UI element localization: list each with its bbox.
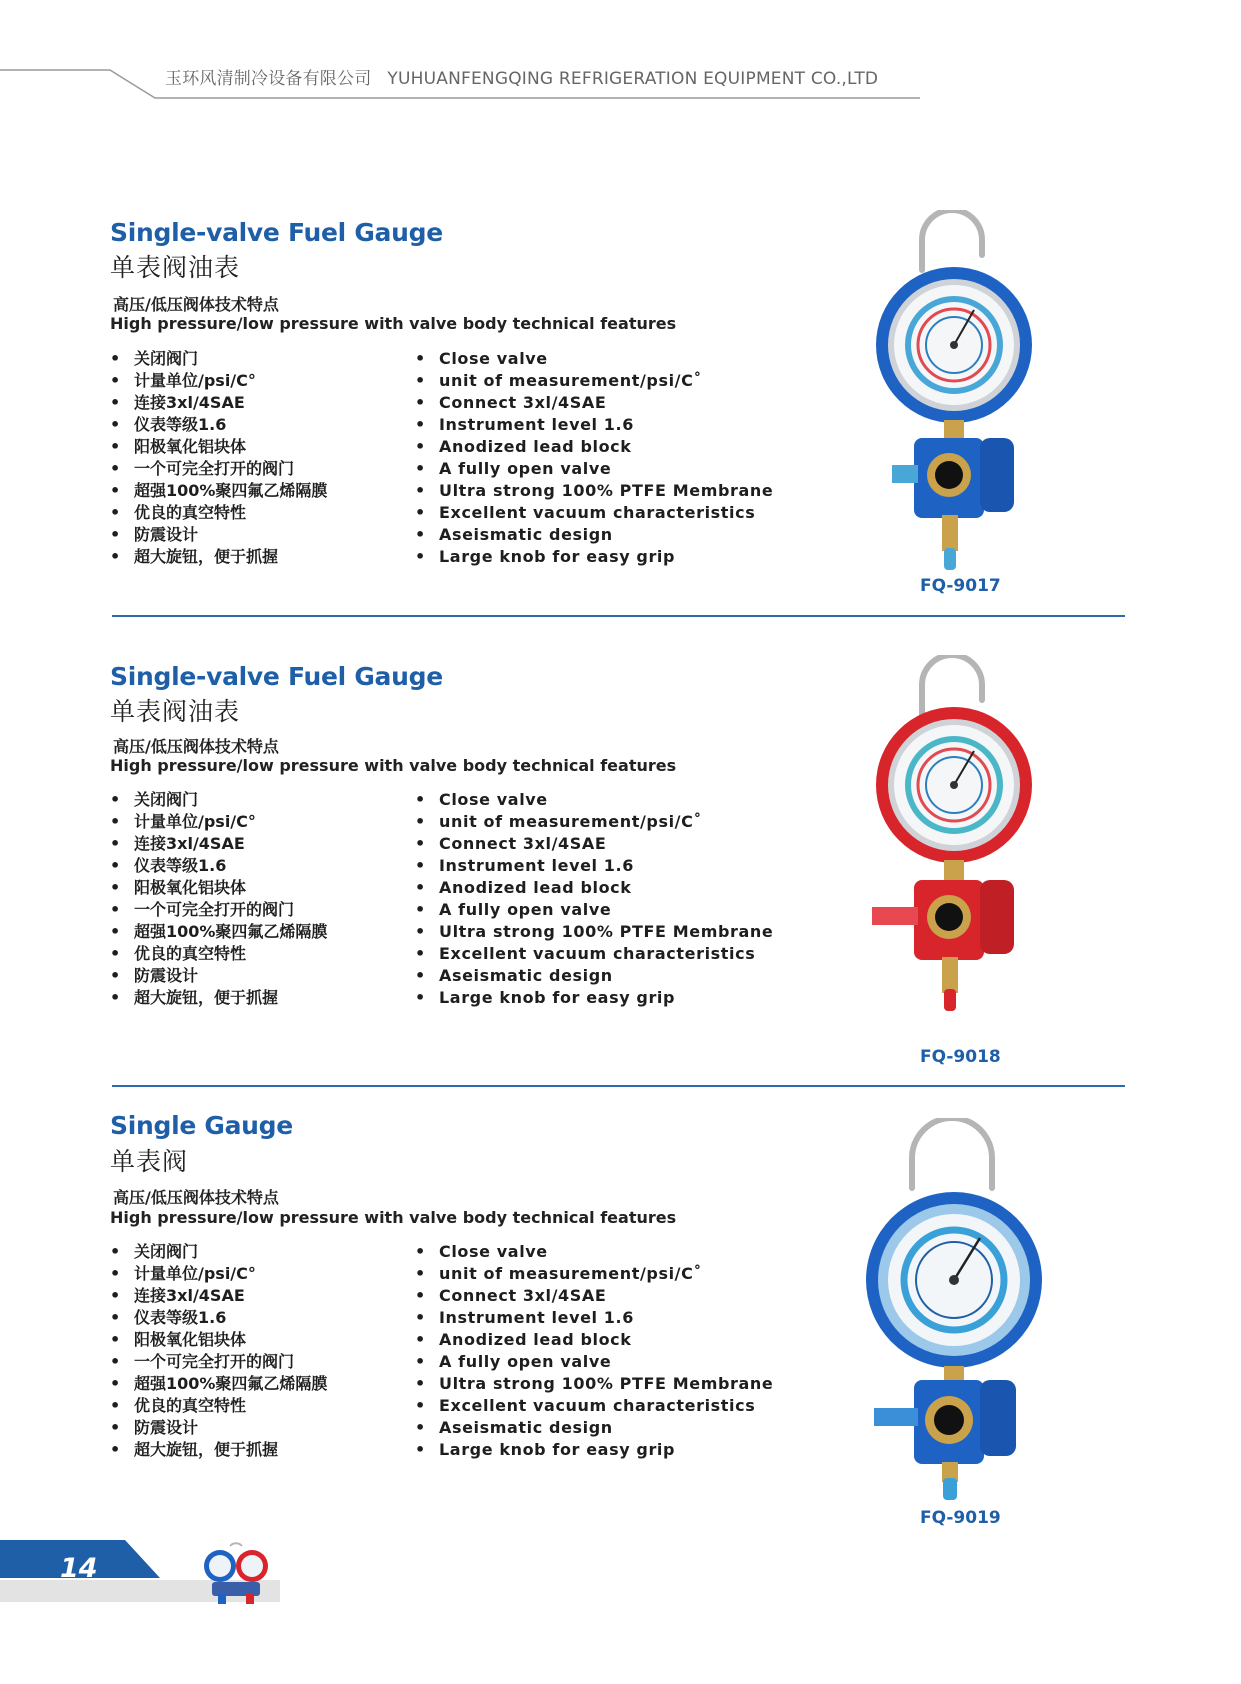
list-item: • Ultra strong 100% PTFE Membrane (415, 921, 773, 943)
model-number: FQ-9017 (920, 576, 1001, 596)
list-item: • Anodized lead block (415, 1329, 773, 1351)
feature-list-en (415, 1241, 773, 1461)
list-item: • Connect 3xl/4SAE (415, 833, 773, 855)
product-title-en: Single Gauge (110, 1111, 293, 1140)
list-item: • unit of measurement/psi/C˚ (415, 811, 773, 833)
model-number: FQ-9019 (920, 1508, 1001, 1528)
list-item: • unit of measurement/psi/C˚ (415, 1263, 773, 1285)
list-item: • 优良的真空特性 (110, 1395, 327, 1417)
list-item: • 仪表等级1.6 (110, 414, 327, 436)
list-item: • 超大旋钮，便于抓握 (110, 546, 327, 568)
list-item: • 连接3xl/4SAE (110, 833, 327, 855)
list-item: • Connect 3xl/4SAE (415, 1285, 773, 1307)
product-title-en: Single-valve Fuel Gauge (110, 218, 443, 247)
list-item: • 仪表等级1.6 (110, 855, 327, 877)
list-item: • Large knob for easy grip (415, 987, 773, 1009)
list-item: • Aseismatic design (415, 524, 773, 546)
list-item: • Large knob for easy grip (415, 546, 773, 568)
list-item: • Aseismatic design (415, 1417, 773, 1439)
list-item: • 计量单位/psi/C° (110, 1263, 327, 1285)
feature-list-cn (110, 789, 327, 1009)
list-item: • Close valve (415, 348, 773, 370)
list-item: • Close valve (415, 789, 773, 811)
manifold-gauge-icon (200, 1536, 272, 1608)
list-item: • A fully open valve (415, 899, 773, 921)
list-item: • 防震设计 (110, 524, 327, 546)
company-name (165, 64, 878, 89)
feature-list-cn (110, 348, 327, 568)
company-name-en: YUHUANFENGQING REFRIGERATION EQUIPMENT CO.,LTD (387, 69, 879, 89)
list-item: • A fully open valve (415, 1351, 773, 1373)
list-item: • A fully open valve (415, 458, 773, 480)
list-item: • Anodized lead block (415, 877, 773, 899)
list-item: • Instrument level 1.6 (415, 414, 773, 436)
model-number: FQ-9018 (920, 1047, 1001, 1067)
list-item: • unit of measurement/psi/C˚ (415, 370, 773, 392)
list-item: • 防震设计 (110, 1417, 327, 1439)
list-item: • Excellent vacuum characteristics (415, 502, 773, 524)
gauge-image-fq9017 (862, 210, 1062, 580)
features-heading-cn: 高压/低压阀体技术特点 (113, 737, 279, 756)
product-title-en: Single-valve Fuel Gauge (110, 662, 443, 691)
list-item: • Instrument level 1.6 (415, 855, 773, 877)
features-heading-cn: 高压/低压阀体技术特点 (113, 1188, 279, 1207)
list-item: • Instrument level 1.6 (415, 1307, 773, 1329)
list-item: • 阳极氧化铝块体 (110, 1329, 327, 1351)
list-item: • Anodized lead block (415, 436, 773, 458)
list-item: • 优良的真空特性 (110, 502, 327, 524)
list-item: • Ultra strong 100% PTFE Membrane (415, 1373, 773, 1395)
features-heading-en: High pressure/low pressure with valve body technical features (110, 756, 677, 775)
list-item: • Close valve (415, 1241, 773, 1263)
list-item: • 关闭阀门 (110, 1241, 327, 1263)
company-name-cn: 玉环风清制冷设备有限公司 (165, 69, 372, 89)
feature-list-en (415, 348, 773, 568)
features-heading-cn: 高压/低压阀体技术特点 (113, 295, 279, 314)
list-item: • 超强100%聚四氟乙烯隔膜 (110, 1373, 327, 1395)
features-heading-en: High pressure/low pressure with valve body technical features (110, 1208, 677, 1227)
features-heading-en: High pressure/low pressure with valve body technical features (110, 314, 677, 333)
list-item: • 超大旋钮，便于抓握 (110, 987, 327, 1009)
list-item: • 防震设计 (110, 965, 327, 987)
list-item: • 关闭阀门 (110, 789, 327, 811)
list-item: • 连接3xl/4SAE (110, 392, 327, 414)
list-item: • Connect 3xl/4SAE (415, 392, 773, 414)
list-item: • 阳极氧化铝块体 (110, 436, 327, 458)
list-item: • 计量单位/psi/C° (110, 811, 327, 833)
list-item: • 仪表等级1.6 (110, 1307, 327, 1329)
list-item: • 一个可完全打开的阀门 (110, 458, 327, 480)
product-title-cn: 单表阀油表 (110, 697, 241, 726)
product-title-cn: 单表阀 (110, 1147, 189, 1176)
list-item: • 超强100%聚四氟乙烯隔膜 (110, 921, 327, 943)
list-item: • 超强100%聚四氟乙烯隔膜 (110, 480, 327, 502)
list-item: • 一个可完全打开的阀门 (110, 899, 327, 921)
page-number: 14 (60, 1553, 98, 1584)
list-item: • 一个可完全打开的阀门 (110, 1351, 327, 1373)
feature-list-en (415, 789, 773, 1009)
feature-list-cn (110, 1241, 327, 1461)
section-divider (112, 1085, 1125, 1087)
list-item: • Large knob for easy grip (415, 1439, 773, 1461)
page-header (0, 0, 1241, 110)
list-item: • 关闭阀门 (110, 348, 327, 370)
list-item: • Excellent vacuum characteristics (415, 943, 773, 965)
list-item: • 优良的真空特性 (110, 943, 327, 965)
list-item: • Aseismatic design (415, 965, 773, 987)
list-item: • Excellent vacuum characteristics (415, 1395, 773, 1417)
list-item: • 计量单位/psi/C° (110, 370, 327, 392)
gauge-image-fq9018 (862, 655, 1062, 1025)
list-item: • 超大旋钮，便于抓握 (110, 1439, 327, 1461)
product-title-cn: 单表阀油表 (110, 253, 241, 282)
gauge-image-fq9019 (862, 1118, 1062, 1503)
list-item: • 连接3xl/4SAE (110, 1285, 327, 1307)
section-divider (112, 615, 1125, 617)
list-item: • 阳极氧化铝块体 (110, 877, 327, 899)
list-item: • Ultra strong 100% PTFE Membrane (415, 480, 773, 502)
header-line (0, 0, 1241, 110)
